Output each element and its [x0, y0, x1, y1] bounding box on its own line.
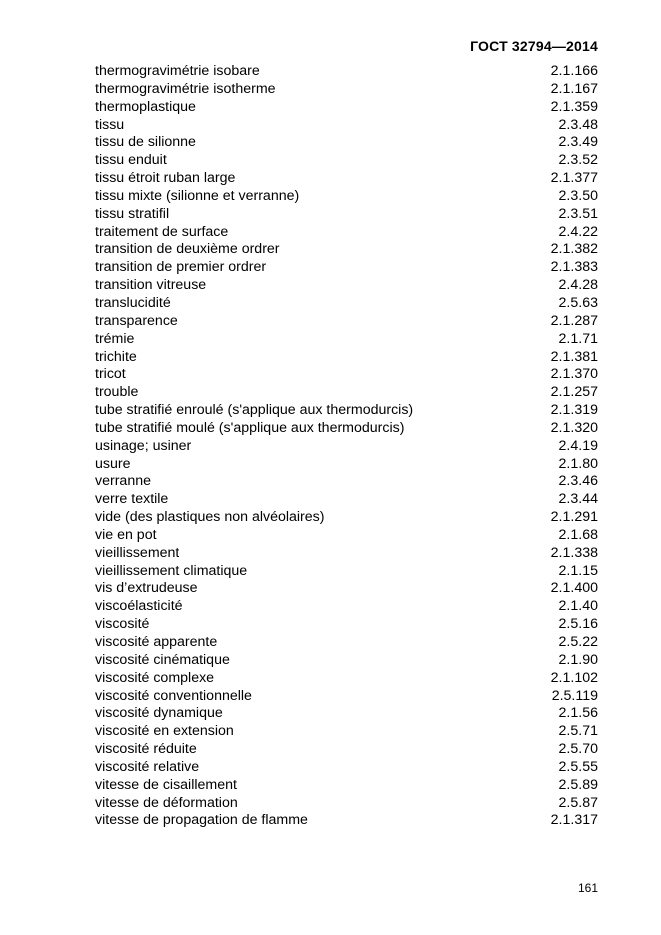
- index-term: tissu enduit: [95, 152, 167, 169]
- index-reference: 2.1.381: [550, 348, 598, 365]
- index-entry: [95, 563, 598, 581]
- index-term: tube stratifié moulé (s'applique aux thermodurcis): [95, 419, 405, 436]
- index-reference: 2.1.287: [550, 312, 598, 329]
- index-reference: 2.1.319: [550, 402, 598, 419]
- index-term: vitesse de cisaillement: [95, 776, 237, 793]
- index-term: trouble: [95, 384, 139, 401]
- index-term: viscosité: [95, 616, 150, 633]
- index-term: viscosité conventionnelle: [95, 687, 252, 704]
- index-term: usinage; usiner: [95, 437, 192, 454]
- index-entry: [95, 117, 598, 135]
- index-term: traitement de surface: [95, 223, 229, 240]
- index-reference: 2.3.52: [558, 152, 598, 169]
- index-entry: [95, 491, 598, 509]
- index-term: thermogravimétrie isotherme: [95, 80, 276, 97]
- index-term: viscosité en extension: [95, 723, 234, 740]
- page-number: 161: [577, 881, 598, 895]
- index-term: verre textile: [95, 491, 169, 508]
- index-entry: [95, 545, 598, 563]
- index-reference: 2.5.55: [558, 758, 598, 775]
- index-reference: 2.1.370: [550, 366, 598, 383]
- index-reference: 2.3.46: [558, 473, 598, 490]
- index-entry: [95, 402, 598, 420]
- index-entry: [95, 777, 598, 795]
- index-reference: 2.5.22: [558, 634, 598, 650]
- index-term: translucidité: [95, 294, 171, 311]
- index-term: vis d’extrudeuse: [95, 580, 198, 597]
- index-entry: [95, 420, 598, 438]
- index-reference: 2.1.338: [550, 544, 598, 561]
- index-entry: [95, 688, 598, 706]
- index-term: vie en pot: [95, 526, 157, 543]
- index-reference: 2.3.44: [558, 491, 598, 508]
- index-entry: [95, 580, 598, 598]
- index-term: viscosité relative: [95, 758, 200, 775]
- index-reference: 2.3.49: [558, 134, 598, 151]
- index-reference: 2.3.51: [558, 205, 598, 222]
- index-entry: [95, 741, 598, 759]
- index-entry: [95, 313, 598, 331]
- index-reference: 2.1.167: [550, 80, 598, 97]
- index-term: transition vitreuse: [95, 277, 207, 294]
- index-reference: 2.1.56: [558, 705, 598, 722]
- index-entry: [95, 152, 598, 170]
- index-entry: [95, 331, 598, 349]
- index-reference: 2.1.383: [550, 259, 598, 276]
- index-term: tube stratifié enroulé (s'applique aux thermodurcis): [95, 402, 414, 419]
- index-entry: [95, 99, 598, 117]
- index-entry: [95, 456, 598, 474]
- index-entry: [95, 795, 598, 813]
- index-reference: 2.1.71: [558, 330, 598, 347]
- index-term: vieillissement: [95, 544, 180, 561]
- index-reference: 2.1.90: [558, 651, 598, 668]
- index-reference: 2.1.400: [550, 580, 598, 597]
- index-reference: 2.5.70: [558, 741, 598, 758]
- index-entry: [95, 188, 598, 206]
- index-term: tissu mixte (silionne et verranne): [95, 187, 300, 204]
- index-term: vide (des plastiques non alvéolaires): [95, 509, 325, 526]
- index-entry: [95, 81, 598, 99]
- index-entry: [95, 224, 598, 242]
- index-reference: 2.1.377: [550, 170, 598, 187]
- index-entry: [95, 295, 598, 313]
- index-term: thermoplastique: [95, 98, 196, 115]
- index-entry: [95, 509, 598, 527]
- index-entry: [95, 277, 598, 295]
- index-reference: 2.5.16: [558, 616, 598, 633]
- index-entry: [95, 384, 598, 402]
- index-reference: 2.5.119: [551, 687, 598, 704]
- index-term: viscosité dynamique: [95, 705, 223, 722]
- index-term: vitesse de propagation de flamme: [95, 812, 308, 829]
- index-reference: 2.1.68: [558, 526, 598, 543]
- index-term: tissu étroit ruban large: [95, 170, 236, 187]
- index-reference: 2.1.317: [550, 812, 598, 829]
- index-entry: [95, 634, 598, 652]
- index-reference: 2.1.102: [550, 669, 598, 686]
- index-entry: [95, 241, 598, 259]
- index-reference: 2.4.19: [558, 437, 598, 454]
- index-entry: [95, 598, 598, 616]
- index-term: verranne: [95, 473, 151, 490]
- index-term: vieillissement climatique: [95, 562, 248, 579]
- index-entry: [95, 349, 598, 367]
- index-reference: 2.5.63: [558, 294, 598, 311]
- index-term: tissu: [95, 116, 125, 133]
- index-entry: [95, 438, 598, 456]
- index-reference: 2.1.257: [550, 384, 598, 401]
- index-entry: [95, 170, 598, 188]
- index-entry: [95, 259, 598, 277]
- index-term: tissu stratifil: [95, 205, 170, 222]
- index-entry: [95, 134, 598, 152]
- index-entry: [95, 527, 598, 545]
- index-reference: 2.1.80: [558, 455, 598, 472]
- index-reference: 2.3.50: [558, 187, 598, 204]
- index-reference: 2.3.48: [558, 116, 598, 133]
- index-term: trichite: [95, 348, 137, 365]
- index-reference: 2.1.359: [550, 98, 598, 115]
- index-term: transparence: [95, 312, 178, 329]
- index-entry: [95, 366, 598, 384]
- index-reference: 2.1.166: [550, 63, 598, 79]
- index-term: vitesse de déformation: [95, 794, 238, 811]
- index-entry: [95, 616, 598, 634]
- index-reference: 2.5.71: [558, 723, 598, 740]
- index-entry: [95, 473, 598, 491]
- index-reference: 2.1.15: [558, 562, 598, 579]
- index-entry: [95, 206, 598, 224]
- index-entry: [95, 63, 598, 81]
- index-reference: 2.1.40: [558, 598, 598, 615]
- index-term: trémie: [95, 330, 135, 347]
- standard-header: ГОСТ 32794—2014: [470, 38, 598, 54]
- index-reference: 2.1.382: [550, 241, 598, 258]
- term-index-list: [95, 63, 598, 830]
- index-term: usure: [95, 455, 131, 472]
- index-term: viscosité cinématique: [95, 651, 230, 668]
- index-reference: 2.1.320: [550, 419, 598, 436]
- index-reference: 2.5.89: [558, 776, 598, 793]
- index-term: viscosité réduite: [95, 741, 197, 758]
- index-entry: [95, 652, 598, 670]
- index-entry: [95, 759, 598, 777]
- index-term: viscoélasticité: [95, 598, 183, 615]
- index-term: tricot: [95, 366, 126, 383]
- index-entry: [95, 670, 598, 688]
- index-entry: [95, 812, 598, 830]
- index-term: transition de deuxième ordrer: [95, 241, 280, 258]
- index-reference: 2.1.291: [550, 509, 598, 526]
- index-reference: 2.4.22: [558, 223, 598, 240]
- index-reference: 2.5.87: [558, 794, 598, 811]
- index-entry: [95, 723, 598, 741]
- index-term: viscosité complexe: [95, 669, 215, 686]
- index-term: viscosité apparente: [95, 634, 218, 650]
- index-term: tissu de silionne: [95, 134, 196, 151]
- index-term: transition de premier ordrer: [95, 259, 267, 276]
- index-term: thermogravimétrie isobare: [95, 63, 260, 79]
- index-reference: 2.4.28: [558, 277, 598, 294]
- index-entry: [95, 705, 598, 723]
